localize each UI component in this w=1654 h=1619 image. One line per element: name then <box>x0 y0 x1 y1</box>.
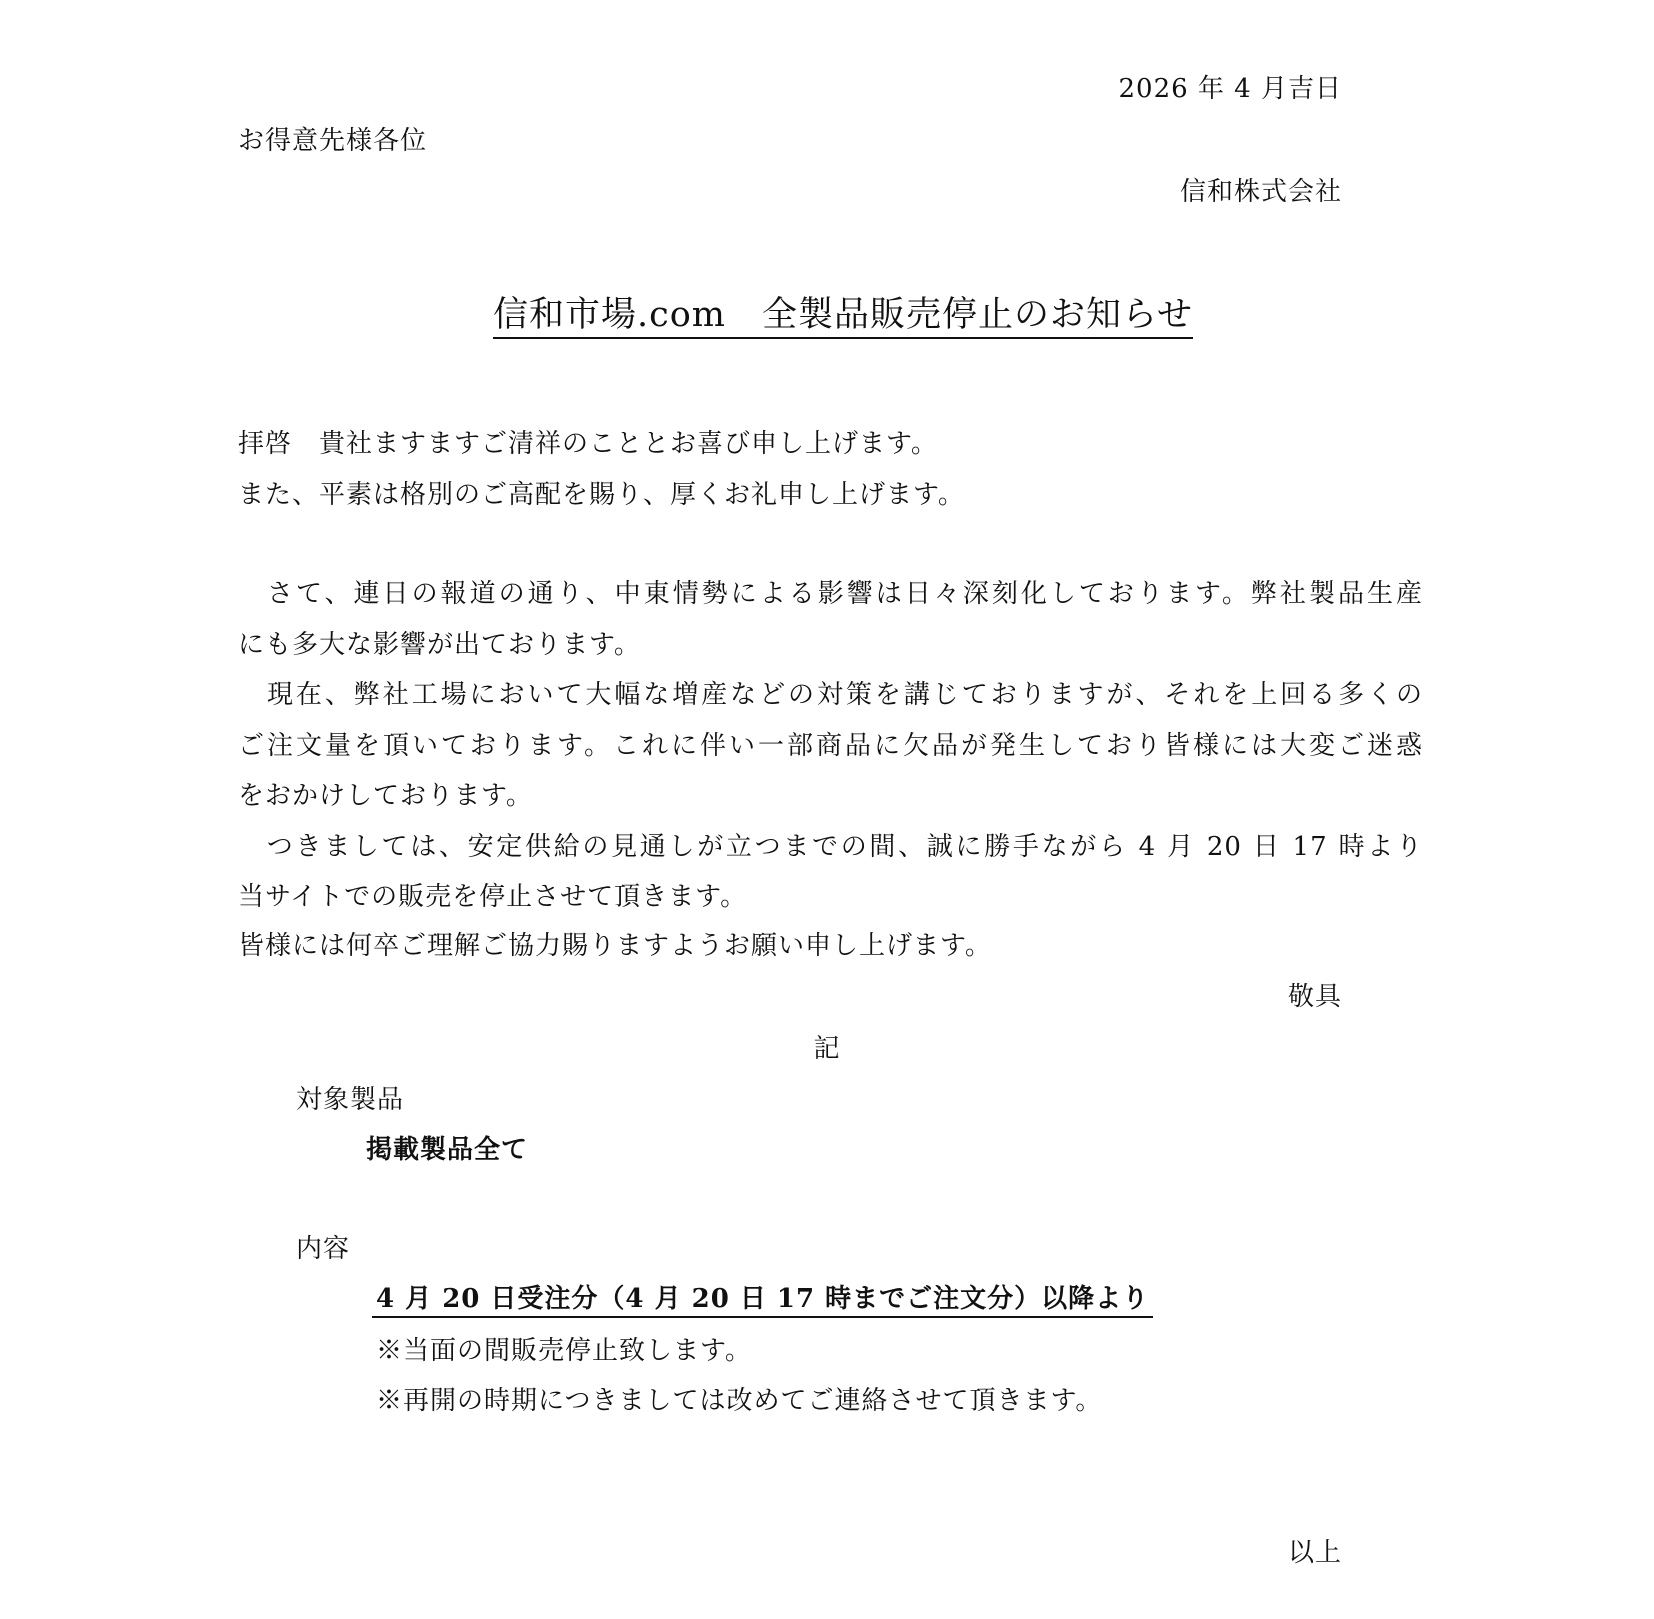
content-note-2: ※再開の時期につきましては改めてご連絡させて頂きます。 <box>376 1386 1103 1416</box>
content-value: 4 月 20 日受注分（4 月 20 日 17 時までご注文分）以降より <box>372 1284 1153 1318</box>
target-label: 対象製品 <box>296 1085 405 1115</box>
document-title: 信和市場.com 全製品販売停止のお知らせ <box>493 294 1193 339</box>
paragraph-2-line-1: 現在、弊社工場において大幅な増産などの対策を講じておりますが、それを上回る多くの <box>238 680 1423 710</box>
greeting-line-2: また、平素は格別のご高配を賜り、厚くお礼申し上げます。 <box>238 480 965 510</box>
content-label: 内容 <box>296 1234 351 1264</box>
paragraph-3-line-1: つきましては、安定供給の見通しが立つまでの間、誠に勝手ながら 4 月 20 日 17 時より <box>238 832 1423 862</box>
end-mark: 以上 <box>1287 1538 1342 1568</box>
content-value-wrap <box>372 1284 1153 1314</box>
closing-keigu: 敬具 <box>1287 982 1342 1012</box>
document-date: 2026 年 4 月吉日 <box>1118 74 1342 104</box>
paragraph-1-line-2: にも多大な影響が出ております。 <box>238 630 641 660</box>
recipient: お得意先様各位 <box>238 126 428 156</box>
paragraph-2-line-3: をおかけしております。 <box>238 781 533 811</box>
paragraph-1-line-1: さて、連日の報道の通り、中東情勢による影響は日々深刻化しております。弊社製品生産 <box>238 579 1423 609</box>
sender-company: 信和株式会社 <box>1179 177 1342 207</box>
paragraph-4-line-1: 皆様には何卒ご理解ご協力賜りますようお願い申し上げます。 <box>238 931 992 961</box>
content-note-1: ※当面の間販売停止致します。 <box>376 1336 752 1366</box>
target-value: 掲載製品全て <box>366 1135 529 1165</box>
notes-heading: 記 <box>813 1034 841 1064</box>
paragraph-2-line-2: ご注文量を頂いております。これに伴い一部商品に欠品が発生しており皆様には大変ご迷惑 <box>238 731 1423 761</box>
paragraph-3-line-2: 当サイトでの販売を停止させて頂きます。 <box>238 882 748 912</box>
greeting-line-1: 拝啓 貴社ますますご清祥のこととお喜び申し上げます。 <box>238 429 938 459</box>
